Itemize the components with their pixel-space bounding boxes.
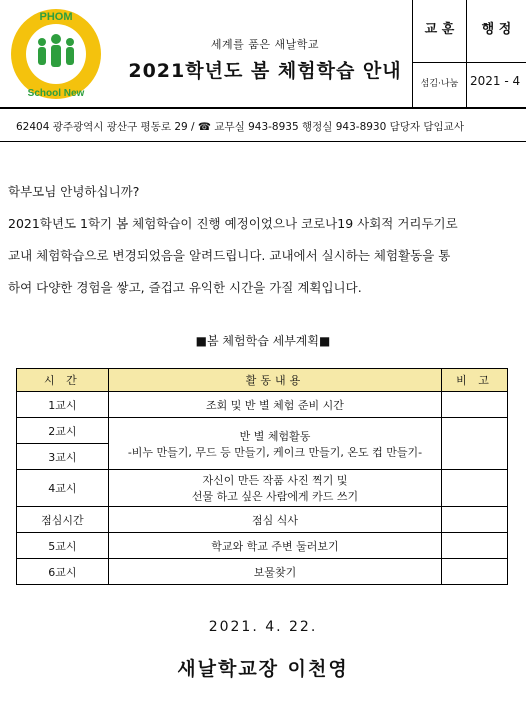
note-cell [442, 392, 508, 418]
letterhead [0, 0, 526, 107]
column-header-time: 시 간 [17, 369, 109, 392]
activity-cell: 점심 식사 [108, 507, 441, 533]
table-row [17, 559, 508, 585]
note-cell [442, 418, 508, 470]
body-line: 교내 체험학습으로 변경되었음을 알려드립니다. 교내에서 실시하는 체험활동을 통 [8, 248, 451, 263]
activity-line: 선물 하고 싶은 사람에게 카드 쓰기 [191, 490, 359, 503]
header-divider [466, 0, 467, 107]
school-motto-box-label: 교 훈 [424, 22, 455, 37]
activity-cell: 학교와 학교 주변 둘러보기 [108, 533, 441, 559]
note-cell [442, 470, 508, 507]
time-cell: 3교시 [17, 444, 109, 470]
activity-cell: 보물찾기 [108, 559, 441, 585]
activity-cell [108, 470, 441, 507]
time-cell: 점심시간 [17, 507, 109, 533]
address-line: 62404 광주광역시 광산구 평동로 29 / ☎ 교무실 943-8935 행정실 943-8930 담당자 담임교사 [16, 121, 464, 133]
header-rule [0, 107, 526, 109]
activity-cell [108, 418, 441, 470]
column-header-activity: 활동내용 [108, 369, 441, 392]
school-motto: 세계를 품은 새날학교 [210, 38, 320, 51]
letter-date: 2021. 4. 22. [208, 619, 318, 635]
activity-cell: 조회 및 반 별 체험 준비 시간 [108, 392, 441, 418]
header-divider [412, 0, 413, 107]
plan-title: ■봄 체험학습 세부계획■ [195, 334, 331, 348]
schedule-table [16, 368, 508, 585]
address-rule [0, 141, 526, 142]
table-row [17, 392, 508, 418]
header-divider [412, 62, 526, 63]
time-cell: 5교시 [17, 533, 109, 559]
note-cell [442, 559, 508, 585]
column-header-note: 비 고 [442, 369, 508, 392]
greeting: 학부모님 안녕하십니까? [8, 184, 140, 199]
table-row [17, 418, 508, 444]
table-row [17, 507, 508, 533]
motto-value: 섬김·나눔 [420, 79, 459, 89]
time-cell: 1교시 [17, 392, 109, 418]
note-cell [442, 507, 508, 533]
page-title: 2021학년도 봄 체험학습 안내 [128, 60, 402, 82]
svg-text:School New: School New [27, 88, 85, 99]
note-cell [442, 533, 508, 559]
table-row [17, 470, 508, 507]
activity-line: 자신이 만든 작품 사진 찍기 및 [202, 474, 348, 487]
activity-line: -비누 만들기, 무드 등 만들기, 케이크 만들기, 온도 컵 만들기- [127, 445, 423, 459]
principal-signature: 새날학교장 이천영 [177, 658, 349, 680]
table-row [17, 533, 508, 559]
activity-line: 반 별 체험활동 [239, 429, 311, 443]
svg-text:PHOM: PHOM [39, 11, 73, 23]
letter-body [8, 176, 508, 304]
time-cell: 2교시 [17, 418, 109, 444]
time-cell: 4교시 [17, 470, 109, 507]
school-logo [8, 6, 104, 102]
document-number: 2021 - 4 [470, 74, 521, 88]
time-cell: 6교시 [17, 559, 109, 585]
body-line: 하여 다양한 경험을 쌓고, 즐겁고 유익한 시간을 가질 계획입니다. [8, 280, 362, 295]
admin-box-label: 행 정 [481, 22, 512, 37]
body-line: 2021학년도 1학기 봄 체험학습이 진행 예정이었으나 코로나19 사회적 거리두기로 [8, 216, 458, 231]
table-header-row [17, 369, 508, 392]
